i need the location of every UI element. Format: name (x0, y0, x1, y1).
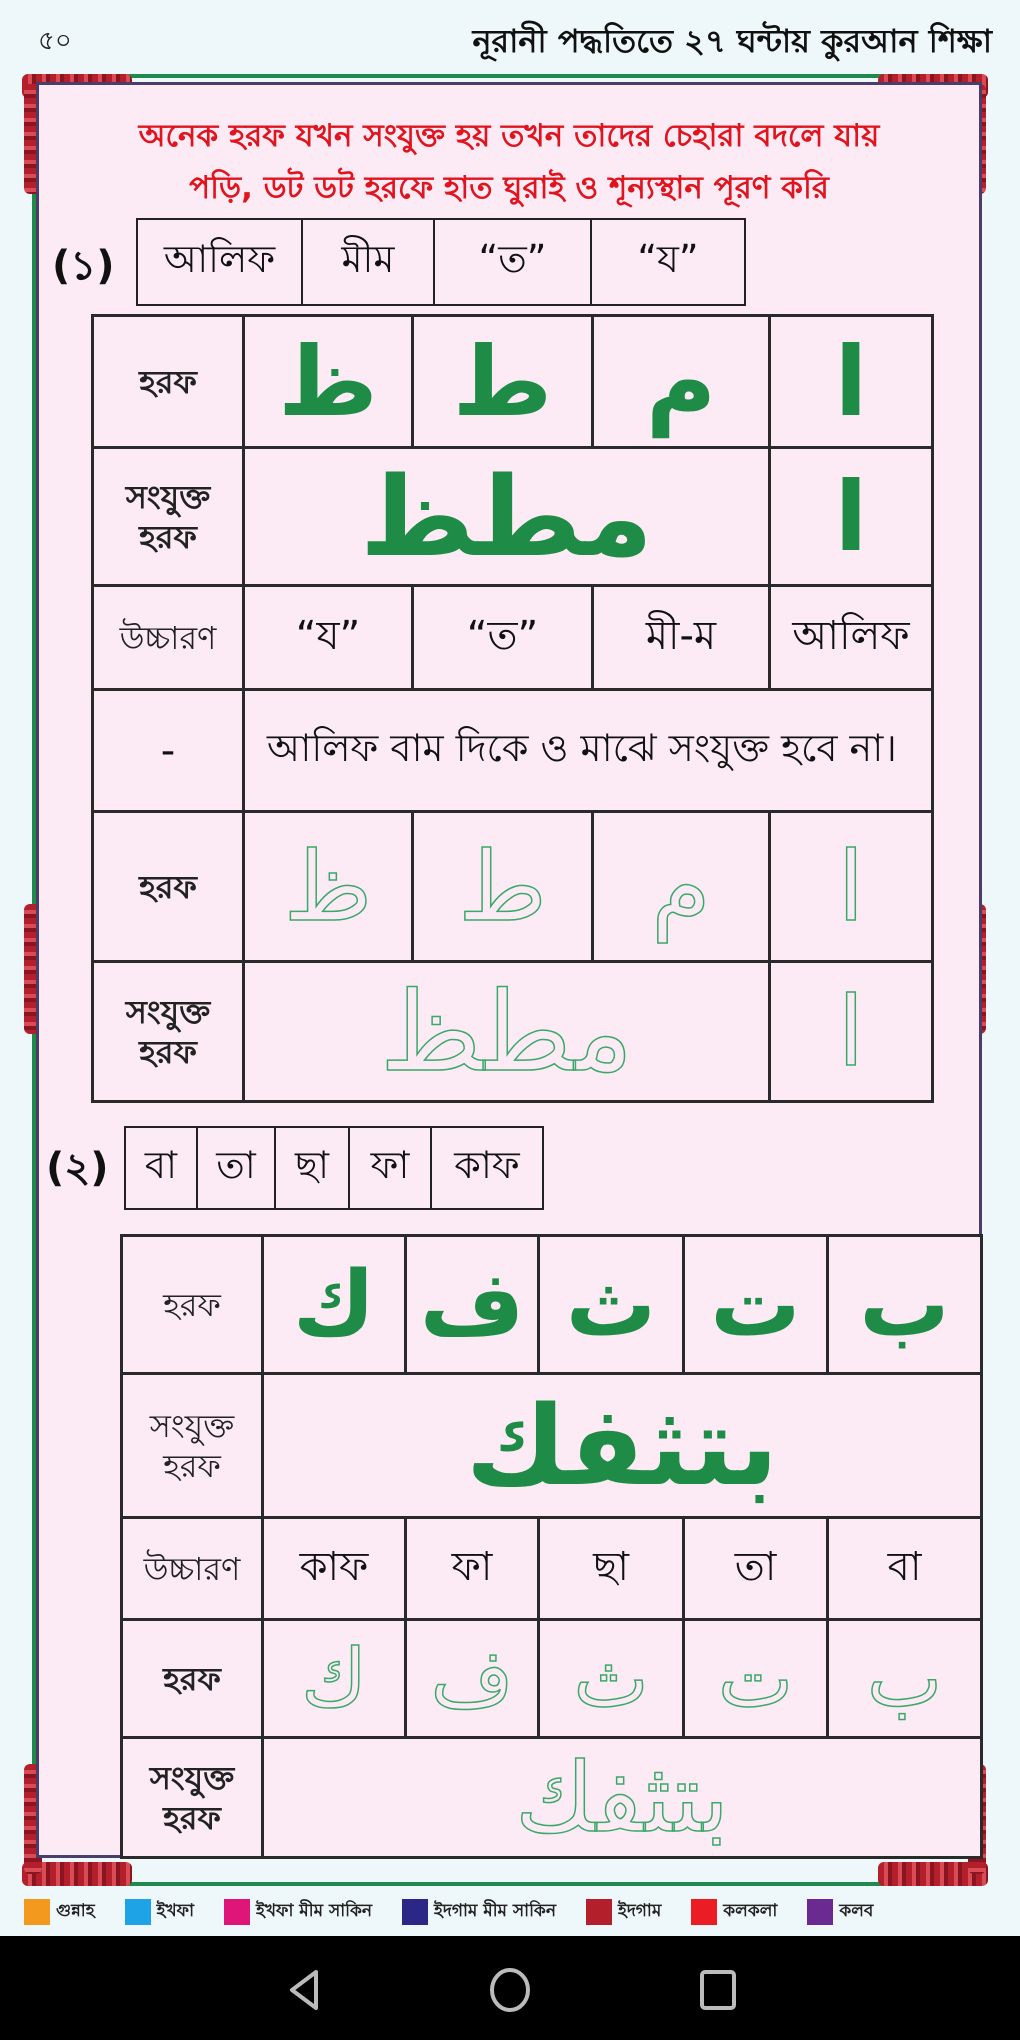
legend-swatch-ghunnah (24, 1899, 50, 1925)
label-kaf: কাফ (454, 1143, 520, 1187)
row-2-label-trace-joined (122, 1738, 263, 1858)
home-button[interactable] (486, 1966, 534, 2014)
letter-meem: م (593, 316, 770, 448)
pron-ta: তা (684, 1518, 828, 1620)
letter-alif: ا (770, 316, 933, 448)
back-triangle-icon (280, 1966, 328, 2014)
pron-alif: আলিফ (770, 586, 933, 690)
pron-kaf: কাফ (263, 1518, 406, 1620)
table-2-row-trace-harf (122, 1620, 982, 1738)
table-2-row-trace-joined (122, 1738, 982, 1858)
label-sa: ছা (276, 1128, 350, 1208)
instruction-line-1: অনেক হরফ যখন সংযুক্ত হয় তখন তাদের চেহারা বদলে যায় (138, 118, 880, 154)
row-label-harf: হরফ (93, 316, 244, 448)
trace-letter-ta[interactable]: ت (684, 1620, 828, 1738)
row-label-trace-joined (93, 962, 244, 1102)
legend-label-ikhfa: ইখফা (156, 1901, 195, 1921)
row-label-joined-line1: সংযুক্ত (125, 477, 211, 516)
label-zo: “য” (637, 237, 699, 281)
row-2-label-pronunciation: উচ্চারণ (122, 1518, 263, 1620)
instruction-line-2: পড়ি, ডট ডট হরফে হাত ঘুরাই ও শূন্যস্থান পূরণ করি (189, 170, 829, 206)
legend-item-qalb (807, 1898, 873, 1926)
legend-swatch-idgham (586, 1899, 612, 1925)
row-2-label-harf: হরফ (122, 1236, 263, 1374)
section-2-number: (২) (46, 1145, 109, 1191)
row-label-joined (93, 448, 244, 586)
section-1-table (91, 314, 934, 1103)
label-meem: মীম (303, 220, 435, 304)
letter-ba: ب (828, 1236, 982, 1374)
letter-ta: ت (684, 1236, 828, 1374)
trace-letter-toa[interactable]: ط (413, 812, 593, 962)
trace-letter-ba[interactable]: ب (828, 1620, 982, 1738)
row-label-trace-joined-line1: সংযুক্ত (125, 992, 211, 1031)
section-1-label-strip (136, 218, 746, 306)
book-title: নূরানী পদ্ধতিতে ২৭ ঘন্টায় কুরআন শিক্ষা (472, 22, 992, 60)
label-to: “ত” (435, 220, 592, 304)
row-2-label-joined-line1: সংযুক্ত (149, 1406, 235, 1445)
trace-joined-word[interactable]: بتثفك (263, 1738, 982, 1858)
joined-word: بتثفك (263, 1374, 982, 1518)
legend-label-idgham-meem-sakin: ইদগাম মীম সাকিন (434, 1901, 556, 1921)
back-button[interactable] (280, 1966, 328, 2014)
section-2-label-strip (124, 1126, 544, 1210)
trace-letter-kaf[interactable]: ك (263, 1620, 406, 1738)
pron-zoa: “য” (244, 586, 413, 690)
label-ta: তা (198, 1128, 276, 1208)
table-2-row-joined (122, 1374, 982, 1518)
trace-letter-zoa[interactable]: ظ (244, 812, 413, 962)
legend-swatch-qalqala (691, 1899, 717, 1925)
row-2-label-joined-line2: হরফ (163, 1446, 221, 1485)
table-row-harf (93, 316, 933, 448)
row-label-trace-joined-line2: হরফ (139, 1032, 197, 1071)
legend-swatch-idgham-meem-sakin (402, 1899, 428, 1925)
table-row-trace-harf (93, 812, 933, 962)
legend-item-qalqala (691, 1898, 777, 1926)
legend-item-ghunnah (24, 1898, 95, 1926)
row-label-dash: - (93, 690, 244, 812)
recents-square-icon (694, 1966, 742, 2014)
row-label-joined-line2: হরফ (139, 517, 197, 556)
pron-toa: “ত” (413, 586, 593, 690)
pron-meem: মী-ম (593, 586, 770, 690)
table-row-note (93, 690, 933, 812)
letter-fa: ف (406, 1236, 539, 1374)
label-fa: ফা (350, 1128, 432, 1208)
letter-toa: ط (413, 316, 593, 448)
legend-label-idgham: ইদগাম (617, 1901, 662, 1921)
row-2-label-trace-harf: হরফ (122, 1620, 263, 1738)
tajweed-color-legend (0, 1890, 1020, 1934)
legend-label-ikhfa-meem-sakin: ইখফা মীম সাকিন (256, 1901, 373, 1921)
row-2-label-trace-joined-line1: সংযুক্ত (149, 1758, 235, 1797)
label-alif: আলিফ (138, 220, 303, 304)
section-1-number: (১) (52, 243, 115, 289)
row-label-trace-harf: হরফ (93, 812, 244, 962)
table-row-joined (93, 448, 933, 586)
joined-alif: ا (770, 448, 933, 586)
table-2-row-pronunciation (122, 1518, 982, 1620)
legend-label-ghunnah: গুন্নাহ (56, 1901, 95, 1921)
trace-letter-tha[interactable]: ث (539, 1620, 684, 1738)
trace-joined-alif[interactable]: ا (770, 962, 933, 1102)
legend-item-ikhfa-meem-sakin (224, 1898, 372, 1926)
row-2-label-trace-joined-line2: হরফ (163, 1798, 221, 1837)
trace-letter-meem[interactable]: م (593, 812, 770, 962)
page-number: ৫০ (38, 26, 72, 56)
trace-letter-alif[interactable]: ا (770, 812, 933, 962)
letter-tha: ث (539, 1236, 684, 1374)
legend-swatch-ikhfa (125, 1899, 151, 1925)
joined-letters-group: مطظ (244, 448, 770, 586)
legend-label-qalqala: কলকলা (723, 1901, 778, 1921)
table-row-pronunciation (93, 586, 933, 690)
pron-fa: ফা (406, 1518, 539, 1620)
legend-item-idgham (586, 1898, 661, 1926)
recents-button[interactable] (694, 1966, 742, 2014)
pron-tha: ছা (539, 1518, 684, 1620)
section-2-table (120, 1234, 983, 1859)
row-label-pronunciation: উচ্চারণ (93, 586, 244, 690)
table-row-trace-joined (93, 962, 933, 1102)
letter-kaf: ك (263, 1236, 406, 1374)
alif-note: আলিফ বাম দিকে ও মাঝে সংযুক্ত হবে না। (244, 690, 933, 812)
legend-item-ikhfa (125, 1898, 194, 1926)
trace-joined-group[interactable]: مطظ (244, 962, 770, 1102)
row-2-label-joined (122, 1374, 263, 1518)
legend-swatch-qalb (807, 1899, 833, 1925)
legend-item-idgham-meem-sakin (402, 1898, 556, 1926)
letter-zoa: ظ (244, 316, 413, 448)
label-ba: বা (126, 1128, 198, 1208)
table-2-row-harf (122, 1236, 982, 1374)
legend-swatch-ikhfa-meem-sakin (224, 1899, 250, 1925)
page-header (0, 0, 1020, 78)
pron-ba: বা (828, 1518, 982, 1620)
trace-letter-fa[interactable]: ف (406, 1620, 539, 1738)
system-navigation-bar (0, 1936, 1020, 2040)
home-circle-icon (486, 1966, 534, 2014)
legend-label-qalb: কলব (839, 1901, 874, 1921)
